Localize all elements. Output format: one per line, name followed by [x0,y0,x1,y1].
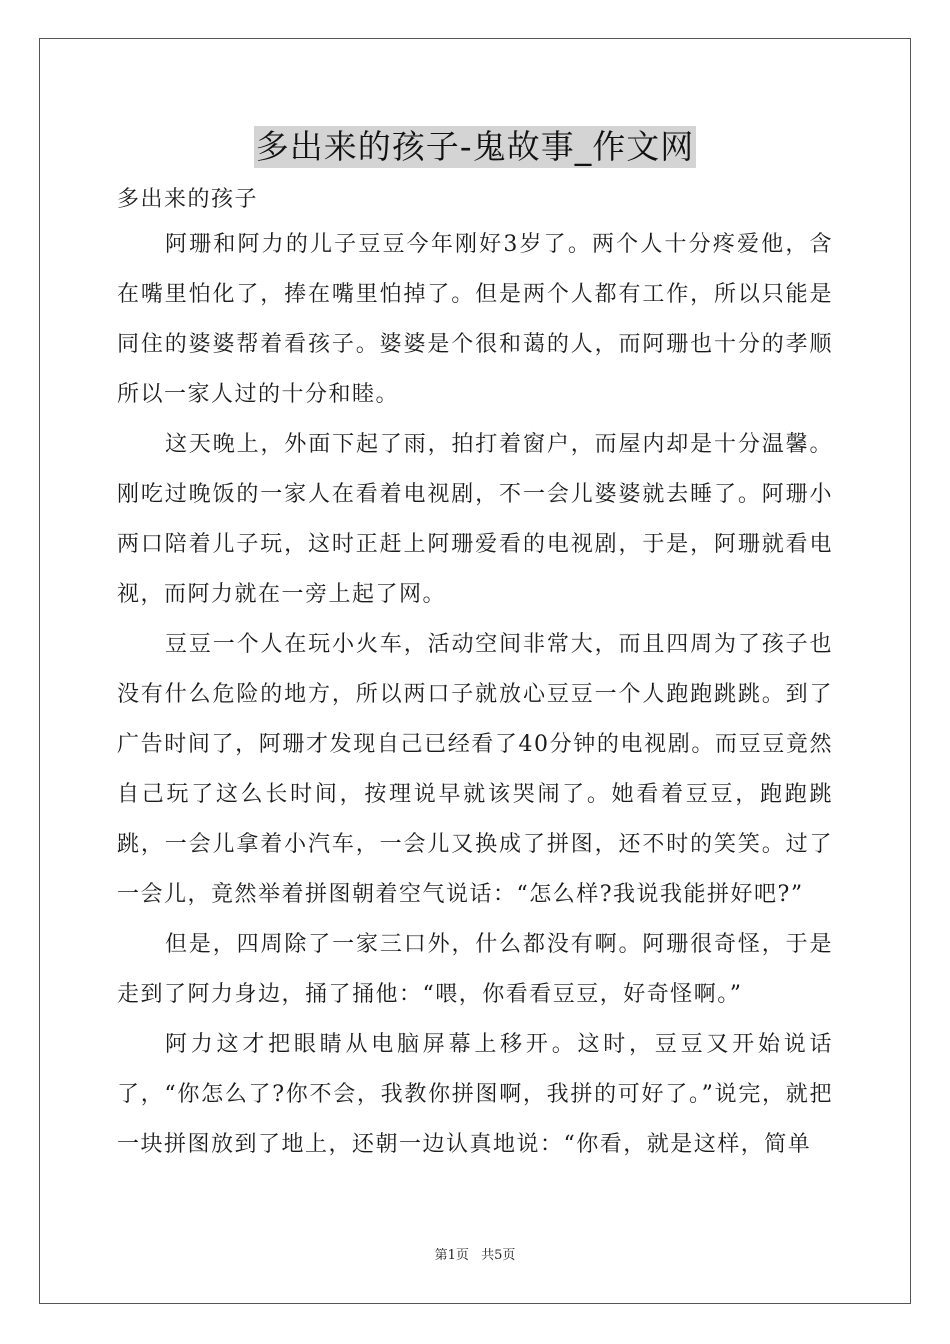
title-container [0,126,950,168]
page-number: 第1页 [434,1248,469,1263]
document-subtitle: 多出来的孩子 [117,187,259,212]
page-footer [0,1244,950,1263]
paragraph: 但是，四周除了一家三口外，什么都没有啊。阿珊很奇怪，于是走到了阿力身边，捅了捅他：“喂，你看看豆豆，好奇怪啊。” [117,932,833,1007]
page-total: 共5页 [481,1248,516,1263]
paragraph: 豆豆一个人在玩小火车，活动空间非常大，而且四周为了孩子也没有什么危险的地方，所以两口子就放心豆豆一个人跑跑跳跳。到了广告时间了，阿珊才发现自己已经看了40分钟的电视剧。而豆豆竟然自己玩了这么长时间，按理说早就该哭闹了。她看着豆豆，跑跑跳跳，一会儿拿着小汽车，一会儿又换成了拼图，还不时的笑笑。过了一会儿，竟然举着拼图朝着空气说话：“怎么样?我说我能拼好吧?” [117,632,833,907]
paragraph: 阿力这才把眼睛从电脑屏幕上移开。这时，豆豆又开始说话了，“你怎么了?你不会，我教你拼图啊，我拼的可好了。”说完，就把一块拼图放到了地上，还朝一边认真地说：“你看，就是这样，简单 [117,1032,833,1157]
paragraph: 这天晚上，外面下起了雨，拍打着窗户，而屋内却是十分温馨。刚吃过晚饭的一家人在看着电视剧，不一会儿婆婆就去睡了。阿珊小两口陪着儿子玩，这时正赶上阿珊爱看的电视剧，于是，阿珊就看电视，而阿力就在一旁上起了网。 [117,432,833,607]
paragraph: 阿珊和阿力的儿子豆豆今年刚好3岁了。两个人十分疼爱他，含在嘴里怕化了，捧在嘴里怕掉了。但是两个人都有工作，所以只能是同住的婆婆帮着看孩子。婆婆是个很和蔼的人，而阿珊也十分的孝顺所以一家人过的十分和睦。 [117,232,833,407]
document-title: 多出来的孩子-鬼故事_作文网 [255,127,695,166]
document-body [117,180,833,1170]
